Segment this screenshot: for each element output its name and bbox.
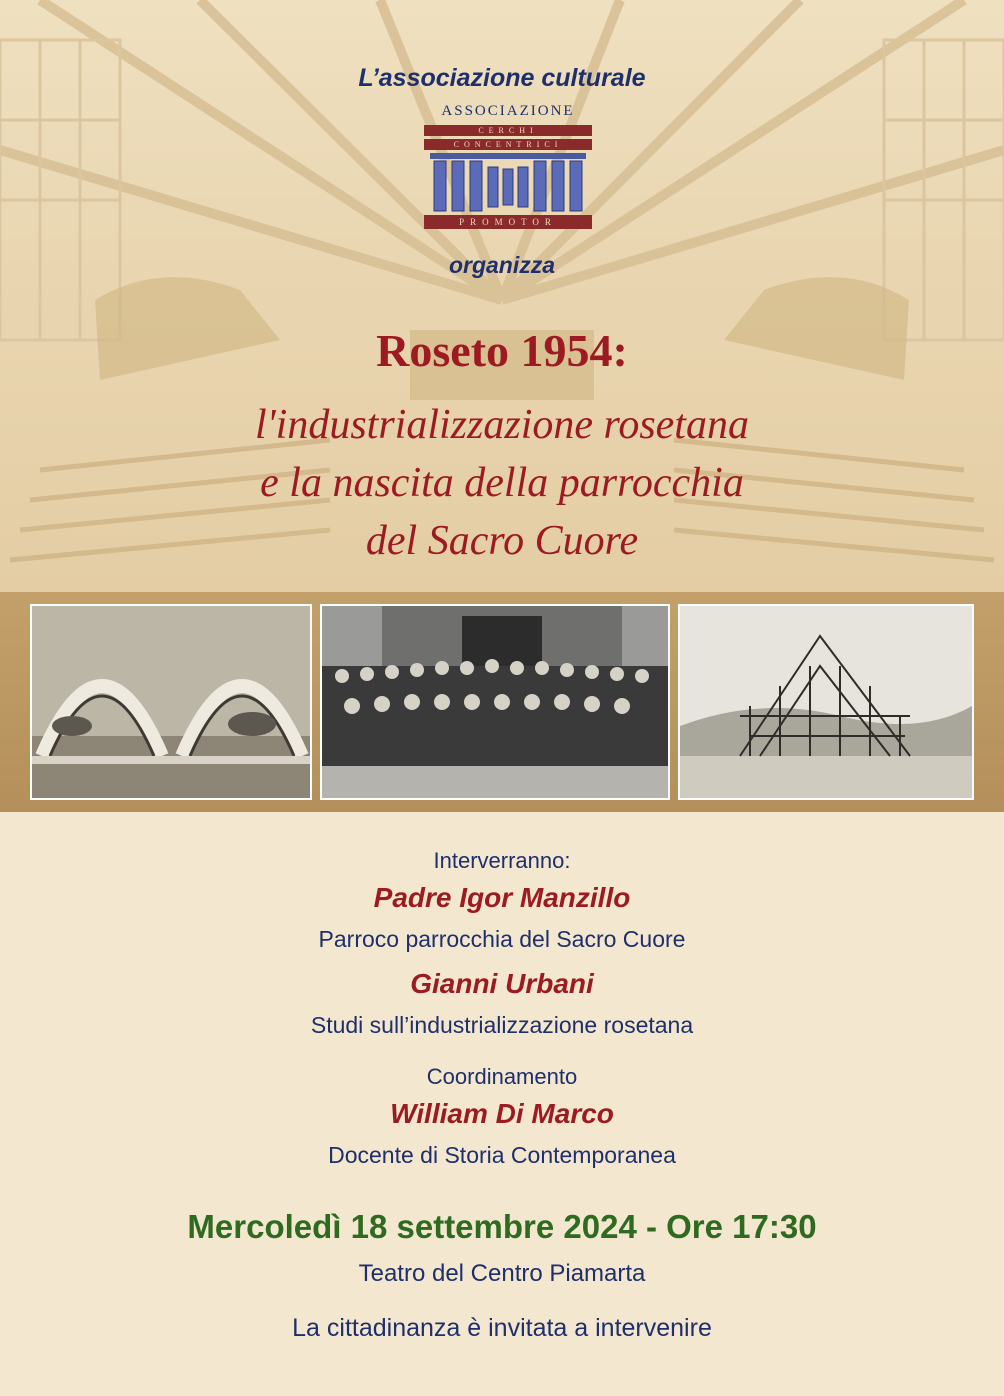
speaker-2-name: Gianni Urbani xyxy=(410,968,594,999)
construction-image xyxy=(680,606,972,798)
event-subtitle xyxy=(0,396,1004,570)
subtitle-line-3: del Sacro Cuore xyxy=(365,518,639,564)
photo-strip xyxy=(0,592,1004,812)
church-interior-background xyxy=(0,0,1004,592)
columns-icon xyxy=(430,153,586,213)
speaker-1-role: Parroco parrocchia del Sacro Cuore xyxy=(318,926,686,952)
event-title: Roseto 1954: xyxy=(376,325,628,376)
logo-band-promotor: PROMOTOR xyxy=(424,215,592,229)
coordinator-role: Docente di Storia Contemporanea xyxy=(328,1142,676,1168)
photo-arches xyxy=(30,604,312,800)
speakers-label: Interverranno: xyxy=(433,848,571,873)
group-photo-image xyxy=(322,606,668,798)
event-date: Mercoledì 18 settembre 2024 - Ore 17:30 xyxy=(187,1208,817,1245)
association-logo xyxy=(418,103,598,231)
photo-group xyxy=(320,604,670,800)
subtitle-line-2: e la nascita della parrocchia xyxy=(260,460,744,506)
subtitle-line-1: l'industrializzazione rosetana xyxy=(255,402,749,448)
logo-band-cerchi: CERCHI xyxy=(424,125,592,136)
event-venue: Teatro del Centro Piamarta xyxy=(358,1260,646,1287)
logo-title: ASSOCIAZIONE xyxy=(441,103,575,119)
photo-construction xyxy=(678,604,974,800)
organizza-text: organizza xyxy=(448,252,556,278)
invitation-text: La cittadinanza è invitata a intervenire xyxy=(292,1314,712,1342)
speaker-1-name: Padre Igor Manzillo xyxy=(373,882,631,913)
logo-band-concentrici: CONCENTRICI xyxy=(424,139,592,150)
intro-text: L’associazione culturale xyxy=(358,64,646,92)
arches-image xyxy=(32,606,310,798)
coordinator-name: William Di Marco xyxy=(390,1098,614,1129)
coordination-label: Coordinamento xyxy=(426,1064,578,1089)
speaker-2-role: Studi sull’industrializzazione rosetana xyxy=(310,1012,694,1038)
